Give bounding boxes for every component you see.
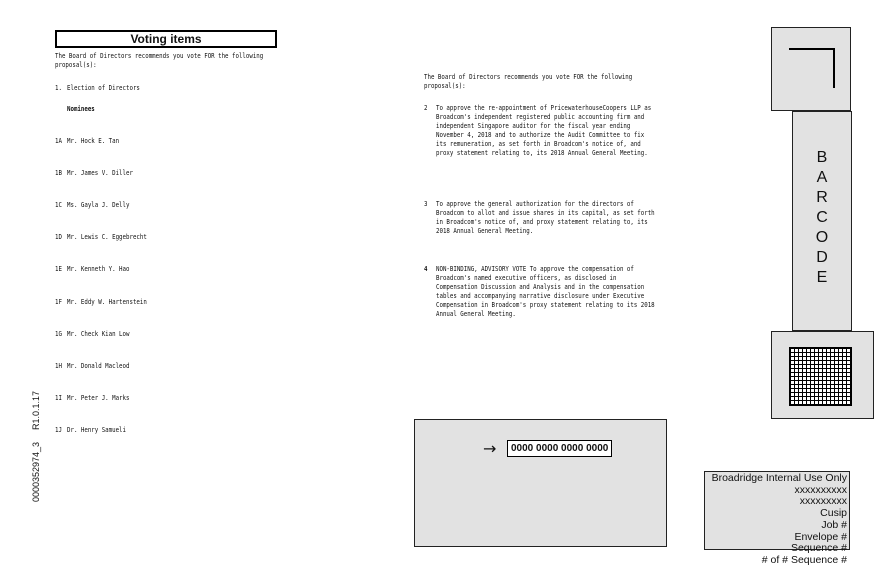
proposal-4-text: NON-BINDING, ADVISORY VOTE To approve the compensation of Broadcom's named executive officers, as disclosed in Compensation Discussion and Analysis and in the compensation tables and accompanying narrative disclosure under Executive Compensation in Broadcom's proxy statement relating to its 2018 Annual General Meeting. xyxy=(436,264,655,318)
proposal-3-text: To approve the general authorization for the directors of Broadcom to allot and issue shares in its capital, as set forth in Broadcom's notice of, and proxy statement relating to, its 2018 Annual General Meeting. xyxy=(436,199,655,235)
control-number: 0000 0000 0000 0000 xyxy=(507,440,612,457)
internal-lines xyxy=(705,473,847,567)
corner-mark-panel xyxy=(771,27,851,111)
nominee-name: Mr. Hock E. Tan xyxy=(67,136,120,145)
nominee-id: 1H xyxy=(55,361,62,370)
nominee-id: 1G xyxy=(55,329,62,338)
broadridge-internal-box xyxy=(704,471,850,566)
nominee-id: 1E xyxy=(55,264,62,273)
voting-items-heading: Voting items xyxy=(55,30,277,48)
nominee-name: Mr. Kenneth Y. Hao xyxy=(67,264,130,273)
proposal-3-number: 3 xyxy=(424,199,428,208)
proposal-2-number: 2 xyxy=(424,103,428,112)
nominee-id: 1C xyxy=(55,200,62,209)
internal-line: Cusip xyxy=(820,507,847,520)
barcode-letter: B xyxy=(816,149,828,166)
barcode-letter: D xyxy=(816,249,828,266)
nominee-id: 1D xyxy=(55,232,62,241)
proposal-2-text: To approve the re-appointment of PricewaterhouseCoopers LLP as Broadcom's independent registered public accounting firm and independent Singapore auditor for the fiscal year ending November 4, 2018 and to authorize the Audit Committee to fix its remuneration, as set forth in Broadcom's notice of, and proxy statement relating to, its 2018 Annual General Meeting. xyxy=(436,103,652,157)
nominees-label: Nominees xyxy=(67,104,95,113)
nominee-id: 1I xyxy=(55,393,62,402)
corner-mark-icon xyxy=(789,48,835,88)
barcode-label xyxy=(793,148,851,288)
nominee-name: Mr. Peter J. Marks xyxy=(67,393,130,402)
board-recommendation-right: The Board of Directors recommends you vote FOR the following proposal(s): xyxy=(424,72,633,90)
control-number-panel xyxy=(414,419,667,547)
barcode-letter: C xyxy=(816,209,828,226)
nominee-name: Mr. Donald Macleod xyxy=(67,361,130,370)
nominee-id: 1B xyxy=(55,168,62,177)
barcode-letter: E xyxy=(816,269,828,286)
internal-line: Broadridge Internal Use Only xyxy=(711,472,847,484)
version-code: R1.0.1.17 xyxy=(31,390,41,430)
nominee-id: 1J xyxy=(55,425,62,434)
internal-line: xxxxxxxxxx xyxy=(794,483,847,496)
internal-line: # of # Sequence # xyxy=(761,553,847,566)
document-code: 0000352974_3 xyxy=(31,441,41,502)
internal-line: Job # xyxy=(821,518,847,531)
arrow-right-icon: → xyxy=(483,439,497,458)
barcode-panel xyxy=(792,111,852,331)
internal-line: Envelope # xyxy=(794,530,847,543)
nominee-name: Mr. Lewis C. Eggebrecht xyxy=(67,232,147,241)
nominee-name: Mr. Check Kian Low xyxy=(67,329,130,338)
nominee-name: Ms. Gayla J. Delly xyxy=(67,200,130,209)
nominee-id: 1F xyxy=(55,297,62,306)
nominee-id: 1A xyxy=(55,136,62,145)
grid-mark-panel xyxy=(771,331,874,419)
internal-line: xxxxxxxxx xyxy=(799,495,847,508)
grid-mark-icon xyxy=(789,347,852,406)
internal-line: Sequence # xyxy=(790,542,847,555)
proposal-1-number: 1. xyxy=(55,83,62,92)
barcode-letter: R xyxy=(816,189,828,206)
nominee-name: Mr. Eddy W. Hartenstein xyxy=(67,297,147,306)
proposal-4-number: 4 xyxy=(424,264,428,273)
barcode-letter: A xyxy=(816,169,828,186)
nominee-name: Dr. Henry Samueli xyxy=(67,425,127,434)
nominee-name: Mr. James V. Diller xyxy=(67,168,133,177)
board-recommendation-left: The Board of Directors recommends you vote FOR the following proposal(s): xyxy=(55,51,264,69)
proposal-1-label: Election of Directors xyxy=(67,83,140,92)
barcode-letter: O xyxy=(815,229,829,246)
